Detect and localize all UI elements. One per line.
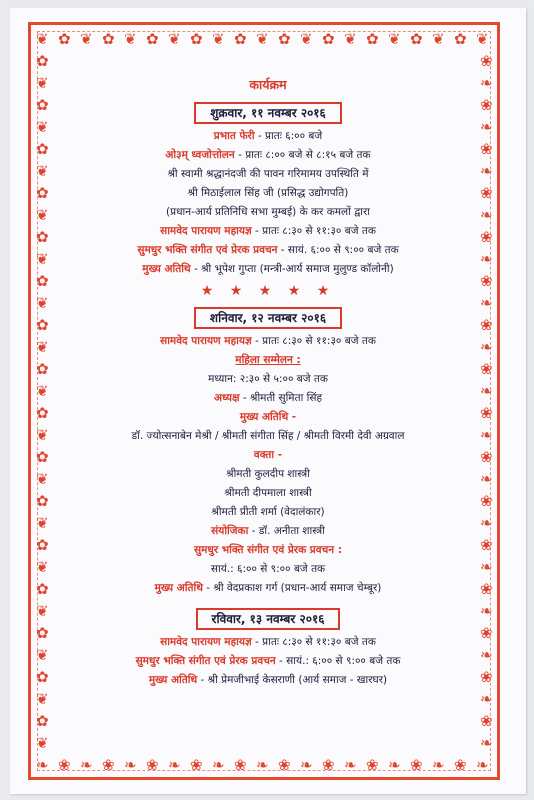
vine-ornament: ❧ <box>480 382 493 400</box>
vine-ornament: ❧ <box>480 602 493 620</box>
vine-ornament: ❦ <box>36 646 49 664</box>
vine-ornament: ❀ <box>480 140 493 158</box>
day-2-lines <box>54 332 482 598</box>
day-section-1 <box>54 100 482 279</box>
schedule-line: प्रभात फेरी - प्रातः ६:०० बजे <box>213 130 323 142</box>
vine-ornament: ❦ <box>36 690 49 708</box>
vine-ornament: ❦ <box>36 558 49 576</box>
vine-ornament: ❀ <box>480 184 493 202</box>
vine-ornament: ✿ <box>36 404 49 422</box>
star-divider: ★ ★ ★ ★ ★ <box>200 283 336 299</box>
vine-ornament: ❀ <box>146 756 159 774</box>
vine-ornament: ✿ <box>366 30 379 48</box>
vine-ornament: ❀ <box>480 360 493 378</box>
vine-ornament: ✿ <box>36 360 49 378</box>
day-1-lines <box>54 127 482 279</box>
vine-ornament: ✿ <box>36 536 49 554</box>
vine-ornament: ❦ <box>36 74 49 92</box>
schedule-line: श्रीमती दीपमाला शास्त्री <box>224 487 312 499</box>
schedule-line: श्रीमती प्रीती शर्मा (वेदालंकार) <box>211 506 325 518</box>
vine-ornament: ❀ <box>410 756 423 774</box>
vine-ornament: ✿ <box>36 184 49 202</box>
schedule-line: श्री स्वामी श्रद्धानंदजी की पावन गरिमामय उपस्थिति में <box>167 168 369 180</box>
vine-ornament: ❧ <box>168 756 181 774</box>
vine-ornament: ❧ <box>480 338 493 356</box>
schedule-line: वक्ता - <box>253 449 283 461</box>
vine-ornament: ✿ <box>454 30 467 48</box>
vine-ornament: ❦ <box>36 162 49 180</box>
vine-ornament: ❀ <box>480 228 493 246</box>
vine-ornament: ❦ <box>36 294 49 312</box>
schedule-line: डॉ. ज्योत्सनाबेन मेश्री / श्रीमती संगीता सिंह / श्रीमती विरमी देवी अग्रवाल <box>131 430 405 442</box>
schedule-line: मध्यान: २:३० से ५:०० बजे तक <box>208 373 328 385</box>
vine-ornament: ✿ <box>36 52 49 70</box>
schedule-line: संयोजिका - डॉ. अनीता शास्त्री <box>211 525 325 537</box>
vine-ornament: ❀ <box>480 580 493 598</box>
program-content <box>54 74 482 690</box>
vine-ornament: ❧ <box>212 756 225 774</box>
schedule-line: श्री मिठाईलाल सिंह जी (प्रसिद्ध उद्योगपति) <box>187 187 349 199</box>
day-date-2: शनिवार, १२ नवम्बर २०१६ <box>194 307 342 329</box>
vine-ornament: ✿ <box>36 140 49 158</box>
schedule-line: ओ३म् ध्वजोत्तोलन - प्रातः ८:०० बजे से ८:१५ बजे तक <box>165 149 371 161</box>
vine-ornament: ❧ <box>480 206 493 224</box>
vine-ornament: ❦ <box>168 30 181 48</box>
vine-ornament: ❧ <box>480 646 493 664</box>
vine-ornament: ❀ <box>480 316 493 334</box>
vine-ornament: ❀ <box>480 448 493 466</box>
schedule-line: सायं.: ६:०० से ९:०० बजे तक <box>210 563 326 575</box>
vine-ornament: ❀ <box>102 756 115 774</box>
vine-ornament: ✿ <box>36 228 49 246</box>
vine-ornament: ✿ <box>58 30 71 48</box>
day-date-3: रविवार, १३ नवम्बर २०१६ <box>196 608 341 630</box>
vine-ornament: ✿ <box>278 30 291 48</box>
schedule-line: मुख्य अतिथि - श्री प्रेमजीभाई केसराणी (आर्य समाज - खारघर) <box>148 674 388 686</box>
schedule-line: अध्यक्ष - श्रीमती सुमिता सिंह <box>213 392 323 404</box>
vine-ornament: ❧ <box>344 756 357 774</box>
vine-ornament: ❧ <box>256 756 269 774</box>
vine-ornament: ❦ <box>300 30 313 48</box>
vine-ornament: ✿ <box>36 624 49 642</box>
vine-ornament: ❦ <box>344 30 357 48</box>
vine-ornament: ❀ <box>366 756 379 774</box>
vine-ornament: ❦ <box>36 426 49 444</box>
invitation-page <box>10 8 526 794</box>
vine-ornament: ❧ <box>480 294 493 312</box>
vine-ornament: ❀ <box>454 756 467 774</box>
vine-ornament: ❧ <box>432 756 445 774</box>
vine-ornament: ✿ <box>234 30 247 48</box>
vine-ornament: ✿ <box>190 30 203 48</box>
vine-ornament: ❦ <box>432 30 445 48</box>
vine-ornament: ❀ <box>480 536 493 554</box>
vine-ornament: ❧ <box>480 250 493 268</box>
vine-ornament: ❀ <box>234 756 247 774</box>
vine-ornament: ❧ <box>480 162 493 180</box>
schedule-line: मुख्य अतिथि - श्री भूपेश गुप्ता (मन्त्री-आर्य समाज मुलुण्ड कॉलोनी) <box>142 263 394 275</box>
vine-ornament: ✿ <box>36 668 49 686</box>
day-section-2 <box>54 305 482 598</box>
vine-ornament: ❧ <box>480 558 493 576</box>
vine-ornament: ❦ <box>476 30 489 48</box>
vine-ornament: ❦ <box>36 206 49 224</box>
vine-ornament: ❦ <box>124 30 137 48</box>
schedule-line: सामवेद पारायण महायज्ञ - प्रातः ८:३० से ११:३० बजे तक <box>160 335 376 347</box>
schedule-line: सुमधुर भक्ति संगीत एवं प्रेरक प्रवचन : <box>194 544 342 556</box>
schedule-line: मुख्य अतिथि - <box>239 411 297 423</box>
vine-ornament: ❀ <box>322 756 335 774</box>
vine-ornament: ❦ <box>36 470 49 488</box>
vine-ornament: ❦ <box>36 30 49 48</box>
vine-ornament: ❦ <box>36 734 49 752</box>
vine-ornament: ❀ <box>480 96 493 114</box>
vine-ornament: ✿ <box>36 96 49 114</box>
vine-ornament: ✿ <box>36 316 49 334</box>
schedule-line: महिला सम्मेलन : <box>235 354 301 366</box>
day-section-3 <box>54 606 482 690</box>
vine-ornament: ❀ <box>480 272 493 290</box>
vine-ornament: ✿ <box>146 30 159 48</box>
day-3-lines <box>54 633 482 690</box>
vine-ornament: ❀ <box>480 492 493 510</box>
page-title: कार्यक्रम <box>249 77 287 92</box>
schedule-line: श्रीमती कुलदीप शास्त्री <box>226 468 310 480</box>
vine-ornament: ❦ <box>388 30 401 48</box>
vine-ornament: ❀ <box>480 624 493 642</box>
vine-ornament: ❦ <box>256 30 269 48</box>
vine-ornament: ❀ <box>480 404 493 422</box>
vine-ornament: ✿ <box>36 580 49 598</box>
vine-ornament: ❀ <box>480 52 493 70</box>
vine-ornament: ❧ <box>480 74 493 92</box>
vine-ornament: ❧ <box>480 514 493 532</box>
vine-ornament: ❦ <box>36 602 49 620</box>
vine-ornament: ✿ <box>322 30 335 48</box>
vine-ornament: ✿ <box>36 448 49 466</box>
vine-ornament: ❦ <box>36 338 49 356</box>
vine-ornament: ❀ <box>190 756 203 774</box>
vine-ornament: ❧ <box>480 118 493 136</box>
vine-ornament: ❧ <box>480 426 493 444</box>
schedule-line: (प्रधान-आर्य प्रतिनिधि सभा मुम्बई) के कर कमलों द्वारा <box>166 206 370 218</box>
schedule-line: सामवेद पारायण महायज्ञ - प्रातः ८:३० से ११:३० बजे तक <box>160 636 376 648</box>
vine-ornament: ❀ <box>278 756 291 774</box>
vine-ornament: ✿ <box>410 30 423 48</box>
vine-ornament: ❧ <box>36 756 49 774</box>
vine-ornament: ❀ <box>480 712 493 730</box>
vine-ornament: ❦ <box>36 514 49 532</box>
vine-ornament: ✿ <box>36 712 49 730</box>
vine-ornament: ❧ <box>476 756 489 774</box>
schedule-line: सुमधुर भक्ति संगीत एवं प्रेरक प्रवचन - सायं.: ६:०० से ९:०० बजे तक <box>135 655 401 667</box>
day-date-1: शुक्रवार, ११ नवम्बर २०१६ <box>194 102 342 124</box>
vine-ornament: ❦ <box>36 382 49 400</box>
vine-ornament: ❧ <box>124 756 137 774</box>
vine-ornament: ❦ <box>212 30 225 48</box>
vine-ornament: ❦ <box>80 30 93 48</box>
schedule-line: सामवेद पारायण महायज्ञ - प्रातः ८:३० से ११:३० बजे तक <box>160 225 376 237</box>
vine-ornament: ❀ <box>480 668 493 686</box>
vine-ornament: ❧ <box>480 734 493 752</box>
vine-ornament: ❧ <box>80 756 93 774</box>
vine-ornament: ❧ <box>300 756 313 774</box>
vine-ornament: ❦ <box>36 250 49 268</box>
schedule-line: सुमधुर भक्ति संगीत एवं प्रेरक प्रवचन - सायं. ६:०० से ९:०० बजे तक <box>137 244 399 256</box>
vine-ornament: ❧ <box>388 756 401 774</box>
vine-ornament: ❀ <box>58 756 71 774</box>
vine-ornament: ✿ <box>36 492 49 510</box>
vine-ornament: ❧ <box>480 690 493 708</box>
vine-ornament: ❦ <box>36 118 49 136</box>
schedule-line: मुख्य अतिथि - श्री वेदप्रकाश गर्ग (प्रधान-आर्य समाज चेम्बूर) <box>154 582 382 594</box>
vine-ornament: ✿ <box>102 30 115 48</box>
vine-ornament: ❧ <box>480 470 493 488</box>
vine-ornament: ✿ <box>36 272 49 290</box>
